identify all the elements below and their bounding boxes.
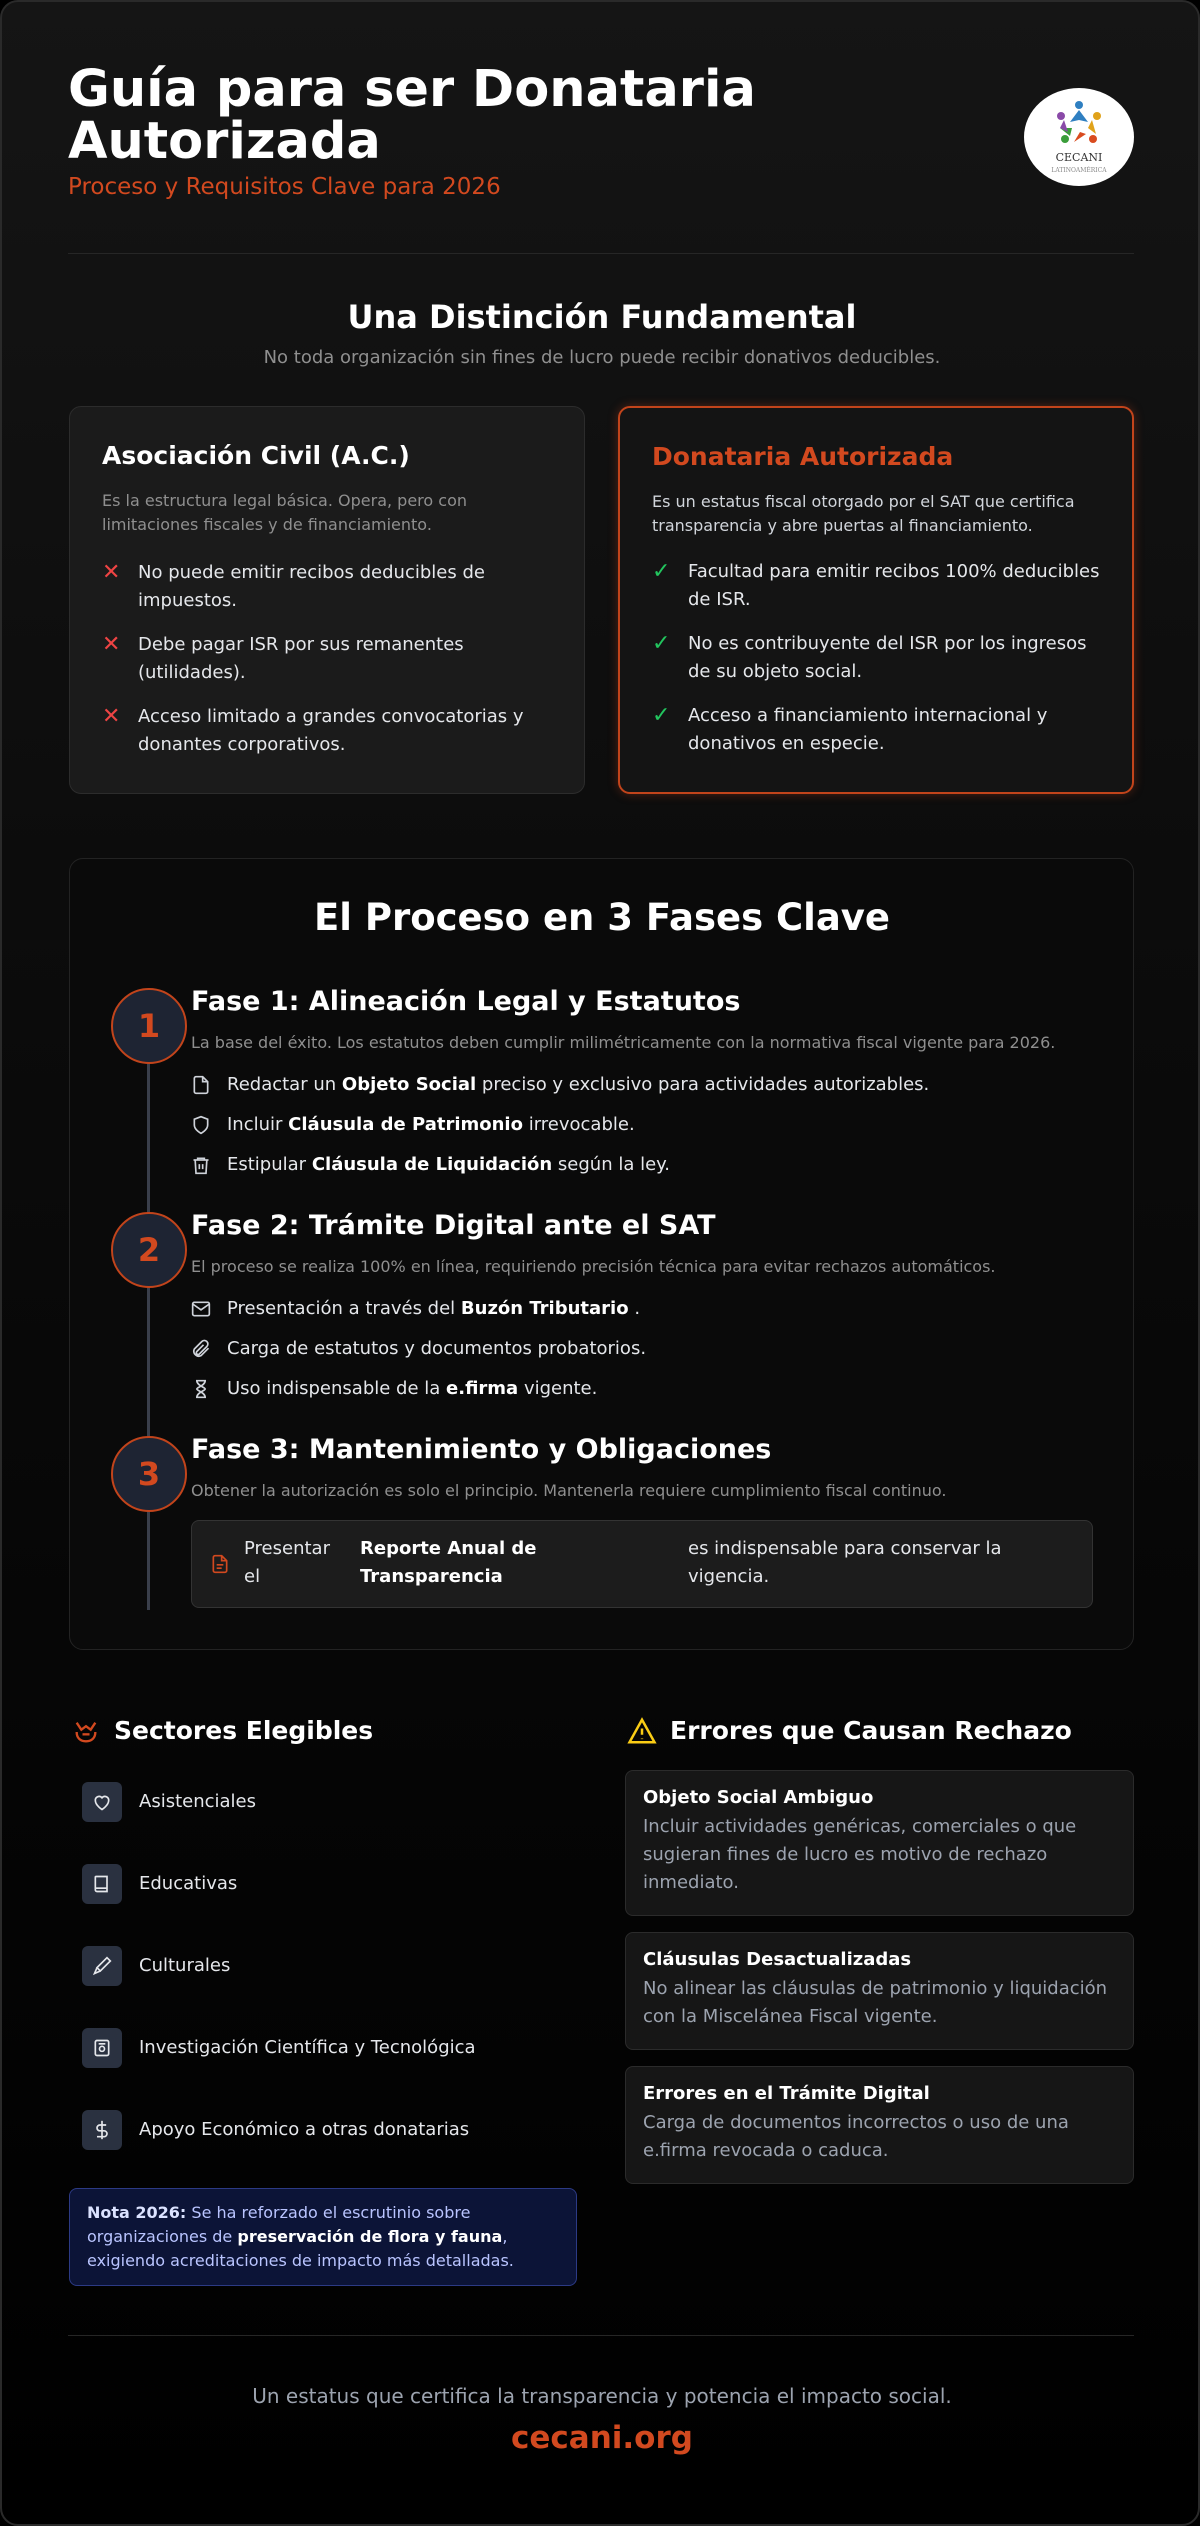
page-frame: Guía para ser Donataria Autorizada Proceso y Requisitos Clave para 2026 CECANI LATINOAMÉRICA Una Distinción Fundamental No toda organización sin fines de lucro puede recibir donativos deducibles. Asociación Civil (A.C.) Es la estructura legal básica. Opera, pero con limitaciones fiscales y de financiamiento. ✕ No puede emitir recibos deducibles de impuestos. ✕ Debe pagar ISR por sus remanentes (utilidades). ✕ Acceso limitado a grandes convocatorias y donantes corporativos. Donataria Autorizada Es un estatus fiscal otorgado por el SAT que certifica transparencia y abre puertas al financiamiento. ✓ Facultad para emitir recibos 100% deducibles de ISR. ✓ No es contribuyente del ISR por los ingresos de su objeto social. ✓ Acceso a financiamiento internacional y donativos en especie. El Proceso en 3 Fases Clave 1 Fase 1: Alineación Legal y Estatutos La base del éxito. Los estatutos deben cumplir milimétricamente con la normativa fiscal vigente para 2026. Redactar un Objeto Social preciso y exclusivo para actividades autorizables. Incluir Cláusula de Patrimonio irrevocable. Estipular Cláusula de Liquidación según la ley. 2 Fase 2: Trámite Digital ante el SAT El proceso se realiza 100% en línea, requiriendo precisión técnica para evitar rechazos automáticos. Presentación a través del Buzón Tributario . Carga de estatutos y documentos probatorios. Uso indispensable de la e.firma vigente. 3 Fase 3: Mantenimiento y Obligaciones Obtener la autorización es solo el principio. Mantenerla requiere cumplimiento fiscal continuo. Presentar el Reporte Anual de Transparencia es indispensable para conservar la vigencia. Sectores Elegibles Asistenciales Educativas Culturales Investigación Científica y Tecnológica Apoyo Económico a otras donatarias Nota 2026: Se ha reforzado el escrutinio sobre organizaciones de preservación de flora y fauna, exigiendo acreditaciones de impacto más detalladas. Errores que Causan Rechazo Objeto Social Ambiguo Incluir actividades genéricas, comerciales o que sugieran fines de lucro es motivo de rechazo inmediato. Cláusulas Desactualizadas No alinear las cláusulas de patrimonio y liquidación con la Miscelánea Fiscal vigente. Errores en el Trámite Digital Carga de documentos incorrectos o uso de una e.firma revocada o caduca. Un estatus que certifica la transparencia y potencia el impacto social. cecani.org [0,0,1200,2526]
phase-description: Obtener la autorización es solo el principio. Mantenerla requiere cumplimiento fiscal continuo. [191,1481,947,1500]
report-icon [210,1553,230,1575]
phase-title: Fase 1: Alineación Legal y Estatutos [191,986,741,1017]
logo-people-icon [1052,98,1106,148]
card-da-description: Es un estatus fiscal otorgado por el SAT que certifica transparencia y abre puertas al financiamiento. [652,492,1075,535]
check-icon: ✓ [652,631,671,656]
mail-icon [191,1299,211,1319]
logo-text: CECANI [1055,151,1103,164]
transparency-callout: Presentar el Reporte Anual de Transparencia es indispensable para conservar la vigencia. [191,1520,1093,1608]
book-icon [92,1874,112,1894]
brush-icon [92,1956,112,1976]
card-ac-description: Es la estructura legal básica. Opera, pero con limitaciones fiscales y de financiamiento. [102,491,467,534]
sectors-title: Sectores Elegibles [114,1716,374,1745]
card-asociacion-civil: Asociación Civil (A.C.) Es la estructura legal básica. Opera, pero con limitaciones fiscales y de financiamiento. ✕ No puede emitir recibos deducibles de impuestos. ✕ Debe pagar ISR por sus remanentes (utilidades). ✕ Acceso limitado a grandes convocatorias y donantes corporativos. [69,406,585,794]
paperclip-icon [191,1339,211,1359]
phase-number-3: 3 [111,1436,187,1512]
error-card: Cláusulas Desactualizadas No alinear las cláusulas de patrimonio y liquidación con la Miscelánea Fiscal vigente. [625,1932,1134,2050]
distinction-title: Una Distinción Fundamental [347,298,857,336]
trash-icon [191,1155,211,1175]
footer-site-link[interactable]: cecani.org [511,2420,693,2456]
footer-divider [68,2335,1134,2336]
errors-title: Errores que Causan Rechazo [670,1716,1072,1745]
phase-title: Fase 2: Trámite Digital ante el SAT [191,1210,716,1241]
timeline-line [147,1022,150,1610]
card-da-title: Donataria Autorizada [652,442,954,471]
check-icon: ✓ [652,703,671,728]
flask-icon [92,2038,112,2058]
header-divider [68,253,1134,254]
logo-subtext: LATINOAMÉRICA [1051,167,1107,174]
distinction-subtitle: No toda organización sin fines de lucro puede recibir donativos deducibles. [263,347,941,368]
dollar-icon [92,2120,112,2140]
note-2026: Nota 2026: Se ha reforzado el escrutinio sobre organizaciones de preservación de flora y fauna, exigiendo acreditaciones de impacto más detalladas. [69,2188,577,2286]
card-donataria-autorizada: Donataria Autorizada Es un estatus fiscal otorgado por el SAT que certifica transparencia y abre puertas al financiamiento. ✓ Facultad para emitir recibos 100% deducibles de ISR. ✓ No es contribuyente del ISR por los ingresos de su objeto social. ✓ Acceso a financiamiento internacional y donativos en especie. [618,406,1134,794]
warning-icon [626,1716,658,1746]
phase-number-1: 1 [111,988,187,1064]
page-title: Guía para ser Donataria Autorizada [68,60,756,171]
error-card: Objeto Social Ambiguo Incluir actividades genéricas, comerciales o que sugieran fines de lucro es motivo de rechazo inmediato. [625,1770,1134,1916]
page-subtitle: Proceso y Requisitos Clave para 2026 [68,174,501,200]
heart-icon [92,1792,112,1812]
phase-number-2: 2 [111,1212,187,1288]
phase-title: Fase 3: Mantenimiento y Obligaciones [191,1434,772,1465]
error-card: Errores en el Trámite Digital Carga de documentos incorrectos o uso de una e.firma revocada o caduca. [625,2066,1134,2184]
hourglass-icon [191,1379,211,1399]
cross-icon: ✕ [102,632,121,657]
shield-icon [191,1115,211,1135]
cross-icon: ✕ [102,704,121,729]
phase-description: El proceso se realiza 100% en línea, requiriendo precisión técnica para evitar rechazos automáticos. [191,1257,996,1276]
cross-icon: ✕ [102,560,121,585]
footer-tagline: Un estatus que certifica la transparencia y potencia el impacto social. [252,2384,952,2408]
hands-icon [72,1718,100,1746]
process-title: El Proceso en 3 Fases Clave [313,896,891,939]
cecani-logo[interactable] [1024,88,1134,186]
document-icon [191,1075,211,1095]
card-ac-title: Asociación Civil (A.C.) [102,441,410,470]
check-icon: ✓ [652,559,671,584]
phase-description: La base del éxito. Los estatutos deben cumplir milimétricamente con la normativa fiscal vigente para 2026. [191,1033,1056,1052]
